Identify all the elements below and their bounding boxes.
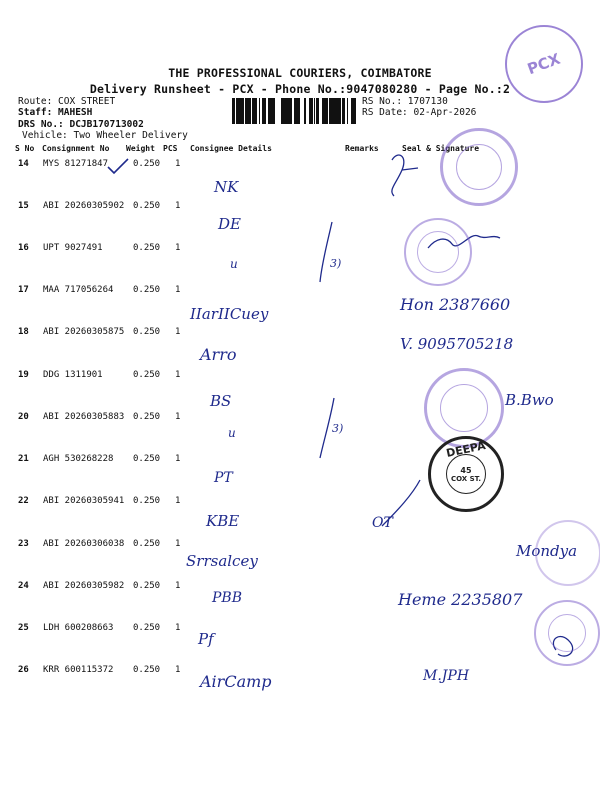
row-consignment: KRR 600115372 — [43, 665, 114, 675]
seal-stamp-row16 — [404, 218, 472, 286]
vertical-stroke-row16 — [320, 222, 332, 282]
vehicle-label: Vehicle: Two Wheeler Delivery — [22, 130, 188, 141]
row-sno: 18 — [18, 327, 29, 337]
row-consignment: AGH 530268228 — [43, 454, 114, 464]
row-weight: 0.250 — [133, 581, 161, 591]
pcx-stamp — [505, 25, 583, 103]
signature-row14 — [392, 155, 418, 196]
row-consignment: ABI 20260305875 — [43, 327, 125, 337]
handwritten-consignee: PBB — [212, 590, 242, 606]
handwritten-mark: OT — [372, 515, 393, 531]
row-weight: 0.250 — [133, 159, 161, 169]
runsheet-subtitle: Delivery Runsheet - PCX - Phone No.:9047080280 - Page No.:2 — [89, 82, 511, 96]
handwritten-signature: Mondya — [516, 542, 578, 560]
staff-label: Staff: MAHESH — [18, 107, 93, 118]
row-weight: 0.250 — [133, 327, 161, 337]
row-weight: 0.250 — [133, 665, 161, 675]
row-consignment: ABI 20260305902 — [43, 201, 125, 211]
row-consignment: ABI 20260305941 — [43, 496, 125, 506]
row-weight: 0.250 — [133, 201, 161, 211]
row-pcs: 1 — [175, 243, 181, 253]
handwritten-consignee: Arro — [200, 345, 237, 364]
rs-number: RS No.: 1707130 — [362, 96, 448, 107]
handwritten-signature: Heme 2235807 — [398, 590, 523, 609]
handwritten-consignee: IIarIICuey — [190, 305, 269, 323]
row-pcs: 1 — [175, 159, 181, 169]
deepa-stamp — [428, 436, 504, 512]
rs-date: RS Date: 02-Apr-2026 — [362, 107, 477, 118]
deepa-stamp-street: COX ST. — [450, 474, 482, 483]
deepa-stamp-number: 45 — [460, 465, 472, 475]
row-sno: 24 — [18, 581, 29, 591]
handwritten-consignee: Pf — [198, 630, 214, 648]
row-sno: 20 — [18, 412, 29, 422]
row-pcs: 1 — [175, 581, 181, 591]
row-pcs: 1 — [175, 496, 181, 506]
handwritten-mark: u — [230, 257, 238, 271]
handwritten-signature: M.JPH — [423, 668, 470, 684]
seal-stamp-row23 — [535, 520, 600, 586]
handwritten-consignee: NK — [214, 178, 239, 196]
row-pcs: 1 — [175, 454, 181, 464]
row-weight: 0.250 — [133, 454, 161, 464]
row-pcs: 1 — [175, 665, 181, 675]
row-consignment: UPT 9027491 — [43, 243, 103, 253]
column-remarks: Remarks — [345, 144, 379, 153]
row-pcs: 1 — [175, 623, 181, 633]
row-pcs: 1 — [175, 412, 181, 422]
handwritten-consignee: KBE — [206, 512, 240, 530]
handwritten-signature: Hon 2387660 — [400, 295, 511, 314]
row-weight: 0.250 — [133, 623, 161, 633]
stroke-row22 — [382, 480, 420, 526]
drs-label: DRS No.: DCJB170713002 — [18, 119, 144, 130]
row-weight: 0.250 — [133, 285, 161, 295]
row-consignment: ABI 20260305982 — [43, 581, 125, 591]
seal-stamp-row14 — [440, 128, 518, 206]
handwritten-consignee: Srrsalcey — [186, 552, 258, 570]
column-sno: S No — [15, 144, 35, 153]
row-sno: 23 — [18, 539, 29, 549]
pcx-stamp-text: PCX — [525, 49, 563, 79]
column-consignee: Consignee Details — [190, 144, 272, 153]
row-weight: 0.250 — [133, 370, 161, 380]
row-consignment: MYS 81271847 — [43, 159, 109, 169]
column-seal-signature: Seal & Signature — [402, 144, 480, 153]
row-pcs: 1 — [175, 327, 181, 337]
row-consignment: DDG 1311901 — [43, 370, 103, 380]
handwritten-mark: 3) — [330, 257, 342, 270]
row-weight: 0.250 — [133, 412, 161, 422]
vertical-stroke-row20 — [320, 398, 334, 458]
row-pcs: 1 — [175, 539, 181, 549]
row-pcs: 1 — [175, 285, 181, 295]
handwritten-mark: u — [228, 426, 236, 440]
row-weight: 0.250 — [133, 243, 161, 253]
handwritten-consignee: DE — [218, 215, 241, 233]
row-consignment: MAA 717056264 — [43, 285, 114, 295]
row-pcs: 1 — [175, 370, 181, 380]
row-sno: 17 — [18, 285, 29, 295]
row-weight: 0.250 — [133, 496, 161, 506]
company-title: THE PROFESSIONAL COURIERS, COIMBATORE — [168, 66, 432, 80]
row-sno: 22 — [18, 496, 29, 506]
handwritten-signature: B.Bwo — [505, 391, 554, 409]
column-weight: Weight — [126, 144, 155, 153]
row-sno: 21 — [18, 454, 29, 464]
row-consignment: ABI 20260305883 — [43, 412, 125, 422]
row-sno: 19 — [18, 370, 29, 380]
handwritten-consignee: PT — [214, 470, 233, 486]
row-sno: 15 — [18, 201, 29, 211]
row-consignment: ABI 20260306038 — [43, 539, 125, 549]
handwritten-mark: 3) — [332, 422, 344, 435]
row-pcs: 1 — [175, 201, 181, 211]
seal-stamp-row25 — [534, 600, 600, 666]
row-sno: 16 — [18, 243, 29, 253]
row-weight: 0.250 — [133, 539, 161, 549]
column-pcs: PCS — [163, 144, 178, 153]
row-consignment: LDH 600208663 — [43, 623, 114, 633]
deepa-stamp-name: DEEPA — [445, 439, 487, 460]
handwritten-signature: V. 9095705218 — [400, 335, 514, 353]
row-sno: 14 — [18, 159, 29, 169]
row-sno: 25 — [18, 623, 29, 633]
row-sno: 26 — [18, 665, 29, 675]
column-consignment: Consignment No — [42, 144, 110, 153]
handwritten-consignee: AirCamp — [200, 672, 272, 691]
handwritten-consignee: BS — [210, 392, 232, 410]
route-label: Route: COX STREET — [18, 96, 116, 107]
